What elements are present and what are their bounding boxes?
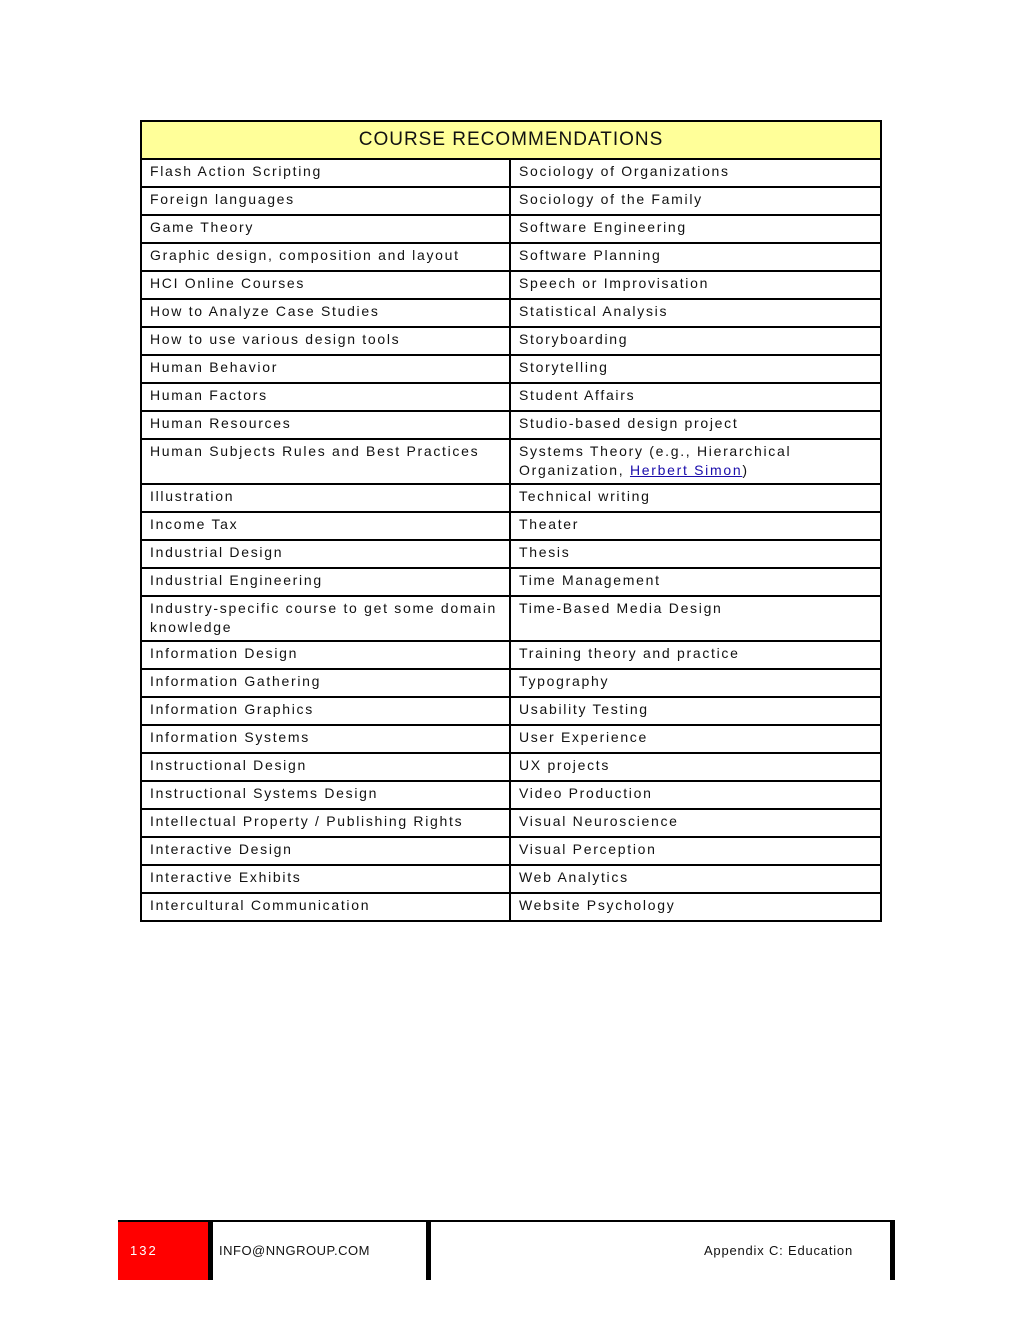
course-cell: Foreign languages bbox=[141, 187, 510, 215]
table-row bbox=[141, 271, 881, 299]
course-cell: Time Management bbox=[510, 568, 881, 596]
course-cell: Human Factors bbox=[141, 383, 510, 411]
course-cell: Sociology of the Family bbox=[510, 187, 881, 215]
course-cell: Visual Neuroscience bbox=[510, 809, 881, 837]
course-cell: Thesis bbox=[510, 540, 881, 568]
course-cell: Income Tax bbox=[141, 512, 510, 540]
table-row bbox=[141, 439, 881, 484]
course-cell: Video Production bbox=[510, 781, 881, 809]
table-row bbox=[141, 484, 881, 512]
course-cell: User Experience bbox=[510, 725, 881, 753]
course-cell: Industrial Engineering bbox=[141, 568, 510, 596]
course-cell: Instructional Design bbox=[141, 753, 510, 781]
course-cell: Web Analytics bbox=[510, 865, 881, 893]
course-cell: Human Subjects Rules and Best Practices bbox=[141, 439, 510, 484]
course-cell: Information Systems bbox=[141, 725, 510, 753]
table-row bbox=[141, 355, 881, 383]
table-row bbox=[141, 411, 881, 439]
course-cell: Software Engineering bbox=[510, 215, 881, 243]
course-cell: Information Gathering bbox=[141, 669, 510, 697]
table-row bbox=[141, 865, 881, 893]
table-row bbox=[141, 596, 881, 641]
course-cell: Typography bbox=[510, 669, 881, 697]
table-row bbox=[141, 299, 881, 327]
table-row bbox=[141, 753, 881, 781]
table-row bbox=[141, 893, 881, 921]
course-cell: Interactive Design bbox=[141, 837, 510, 865]
table-title: COURSE RECOMMENDATIONS bbox=[141, 121, 881, 159]
table-row bbox=[141, 568, 881, 596]
course-cell: Theater bbox=[510, 512, 881, 540]
course-cell: Software Planning bbox=[510, 243, 881, 271]
table-row bbox=[141, 327, 881, 355]
footer-email: INFO@NNGROUP.COM bbox=[219, 1243, 370, 1258]
course-cell: Studio-based design project bbox=[510, 411, 881, 439]
course-recommendations-table bbox=[140, 120, 882, 922]
course-cell: Time-Based Media Design bbox=[510, 596, 881, 641]
course-cell: Graphic design, composition and layout bbox=[141, 243, 510, 271]
footer-section-title: Appendix C: Education bbox=[703, 1243, 853, 1258]
footer-divider bbox=[208, 1222, 213, 1280]
course-cell-with-link bbox=[510, 439, 881, 484]
course-cell: Human Behavior bbox=[141, 355, 510, 383]
page-footer bbox=[118, 1220, 895, 1282]
herbert-simon-link[interactable]: Herbert Simon bbox=[629, 462, 743, 478]
course-cell: Information Graphics bbox=[141, 697, 510, 725]
course-cell: Instructional Systems Design bbox=[141, 781, 510, 809]
course-cell: Information Design bbox=[141, 641, 510, 669]
table-row bbox=[141, 837, 881, 865]
course-cell: Statistical Analysis bbox=[510, 299, 881, 327]
page-number: 132 bbox=[118, 1222, 208, 1280]
course-cell: Illustration bbox=[141, 484, 510, 512]
closing-paren: ) bbox=[742, 462, 749, 478]
course-cell: Website Psychology bbox=[510, 893, 881, 921]
course-cell: Speech or Improvisation bbox=[510, 271, 881, 299]
course-cell: Training theory and practice bbox=[510, 641, 881, 669]
course-cell: How to use various design tools bbox=[141, 327, 510, 355]
table-row bbox=[141, 383, 881, 411]
course-cell: Interactive Exhibits bbox=[141, 865, 510, 893]
table-row bbox=[141, 243, 881, 271]
table-row bbox=[141, 725, 881, 753]
course-cell: Storytelling bbox=[510, 355, 881, 383]
course-cell: UX projects bbox=[510, 753, 881, 781]
table-row bbox=[141, 187, 881, 215]
course-cell: Industry-specific course to get some domain knowledge bbox=[141, 596, 510, 641]
table-row bbox=[141, 641, 881, 669]
table-row bbox=[141, 669, 881, 697]
course-cell: How to Analyze Case Studies bbox=[141, 299, 510, 327]
table-row bbox=[141, 781, 881, 809]
course-cell: Intercultural Communication bbox=[141, 893, 510, 921]
course-cell: Industrial Design bbox=[141, 540, 510, 568]
table-row bbox=[141, 215, 881, 243]
table-row bbox=[141, 697, 881, 725]
course-cell: Storyboarding bbox=[510, 327, 881, 355]
footer-divider bbox=[426, 1222, 431, 1280]
course-cell: Human Resources bbox=[141, 411, 510, 439]
course-cell: Flash Action Scripting bbox=[141, 159, 510, 187]
course-cell: HCI Online Courses bbox=[141, 271, 510, 299]
table-row bbox=[141, 512, 881, 540]
table-row bbox=[141, 809, 881, 837]
course-text: Systems Theory (e.g., Hierarchical Organization, bbox=[519, 443, 792, 478]
course-cell: Intellectual Property / Publishing Rights bbox=[141, 809, 510, 837]
course-cell: Visual Perception bbox=[510, 837, 881, 865]
course-cell: Sociology of Organizations bbox=[510, 159, 881, 187]
course-cell: Game Theory bbox=[141, 215, 510, 243]
course-cell: Student Affairs bbox=[510, 383, 881, 411]
table-row bbox=[141, 159, 881, 187]
course-cell: Technical writing bbox=[510, 484, 881, 512]
table-row bbox=[141, 540, 881, 568]
course-cell: Usability Testing bbox=[510, 697, 881, 725]
footer-divider bbox=[890, 1222, 895, 1280]
